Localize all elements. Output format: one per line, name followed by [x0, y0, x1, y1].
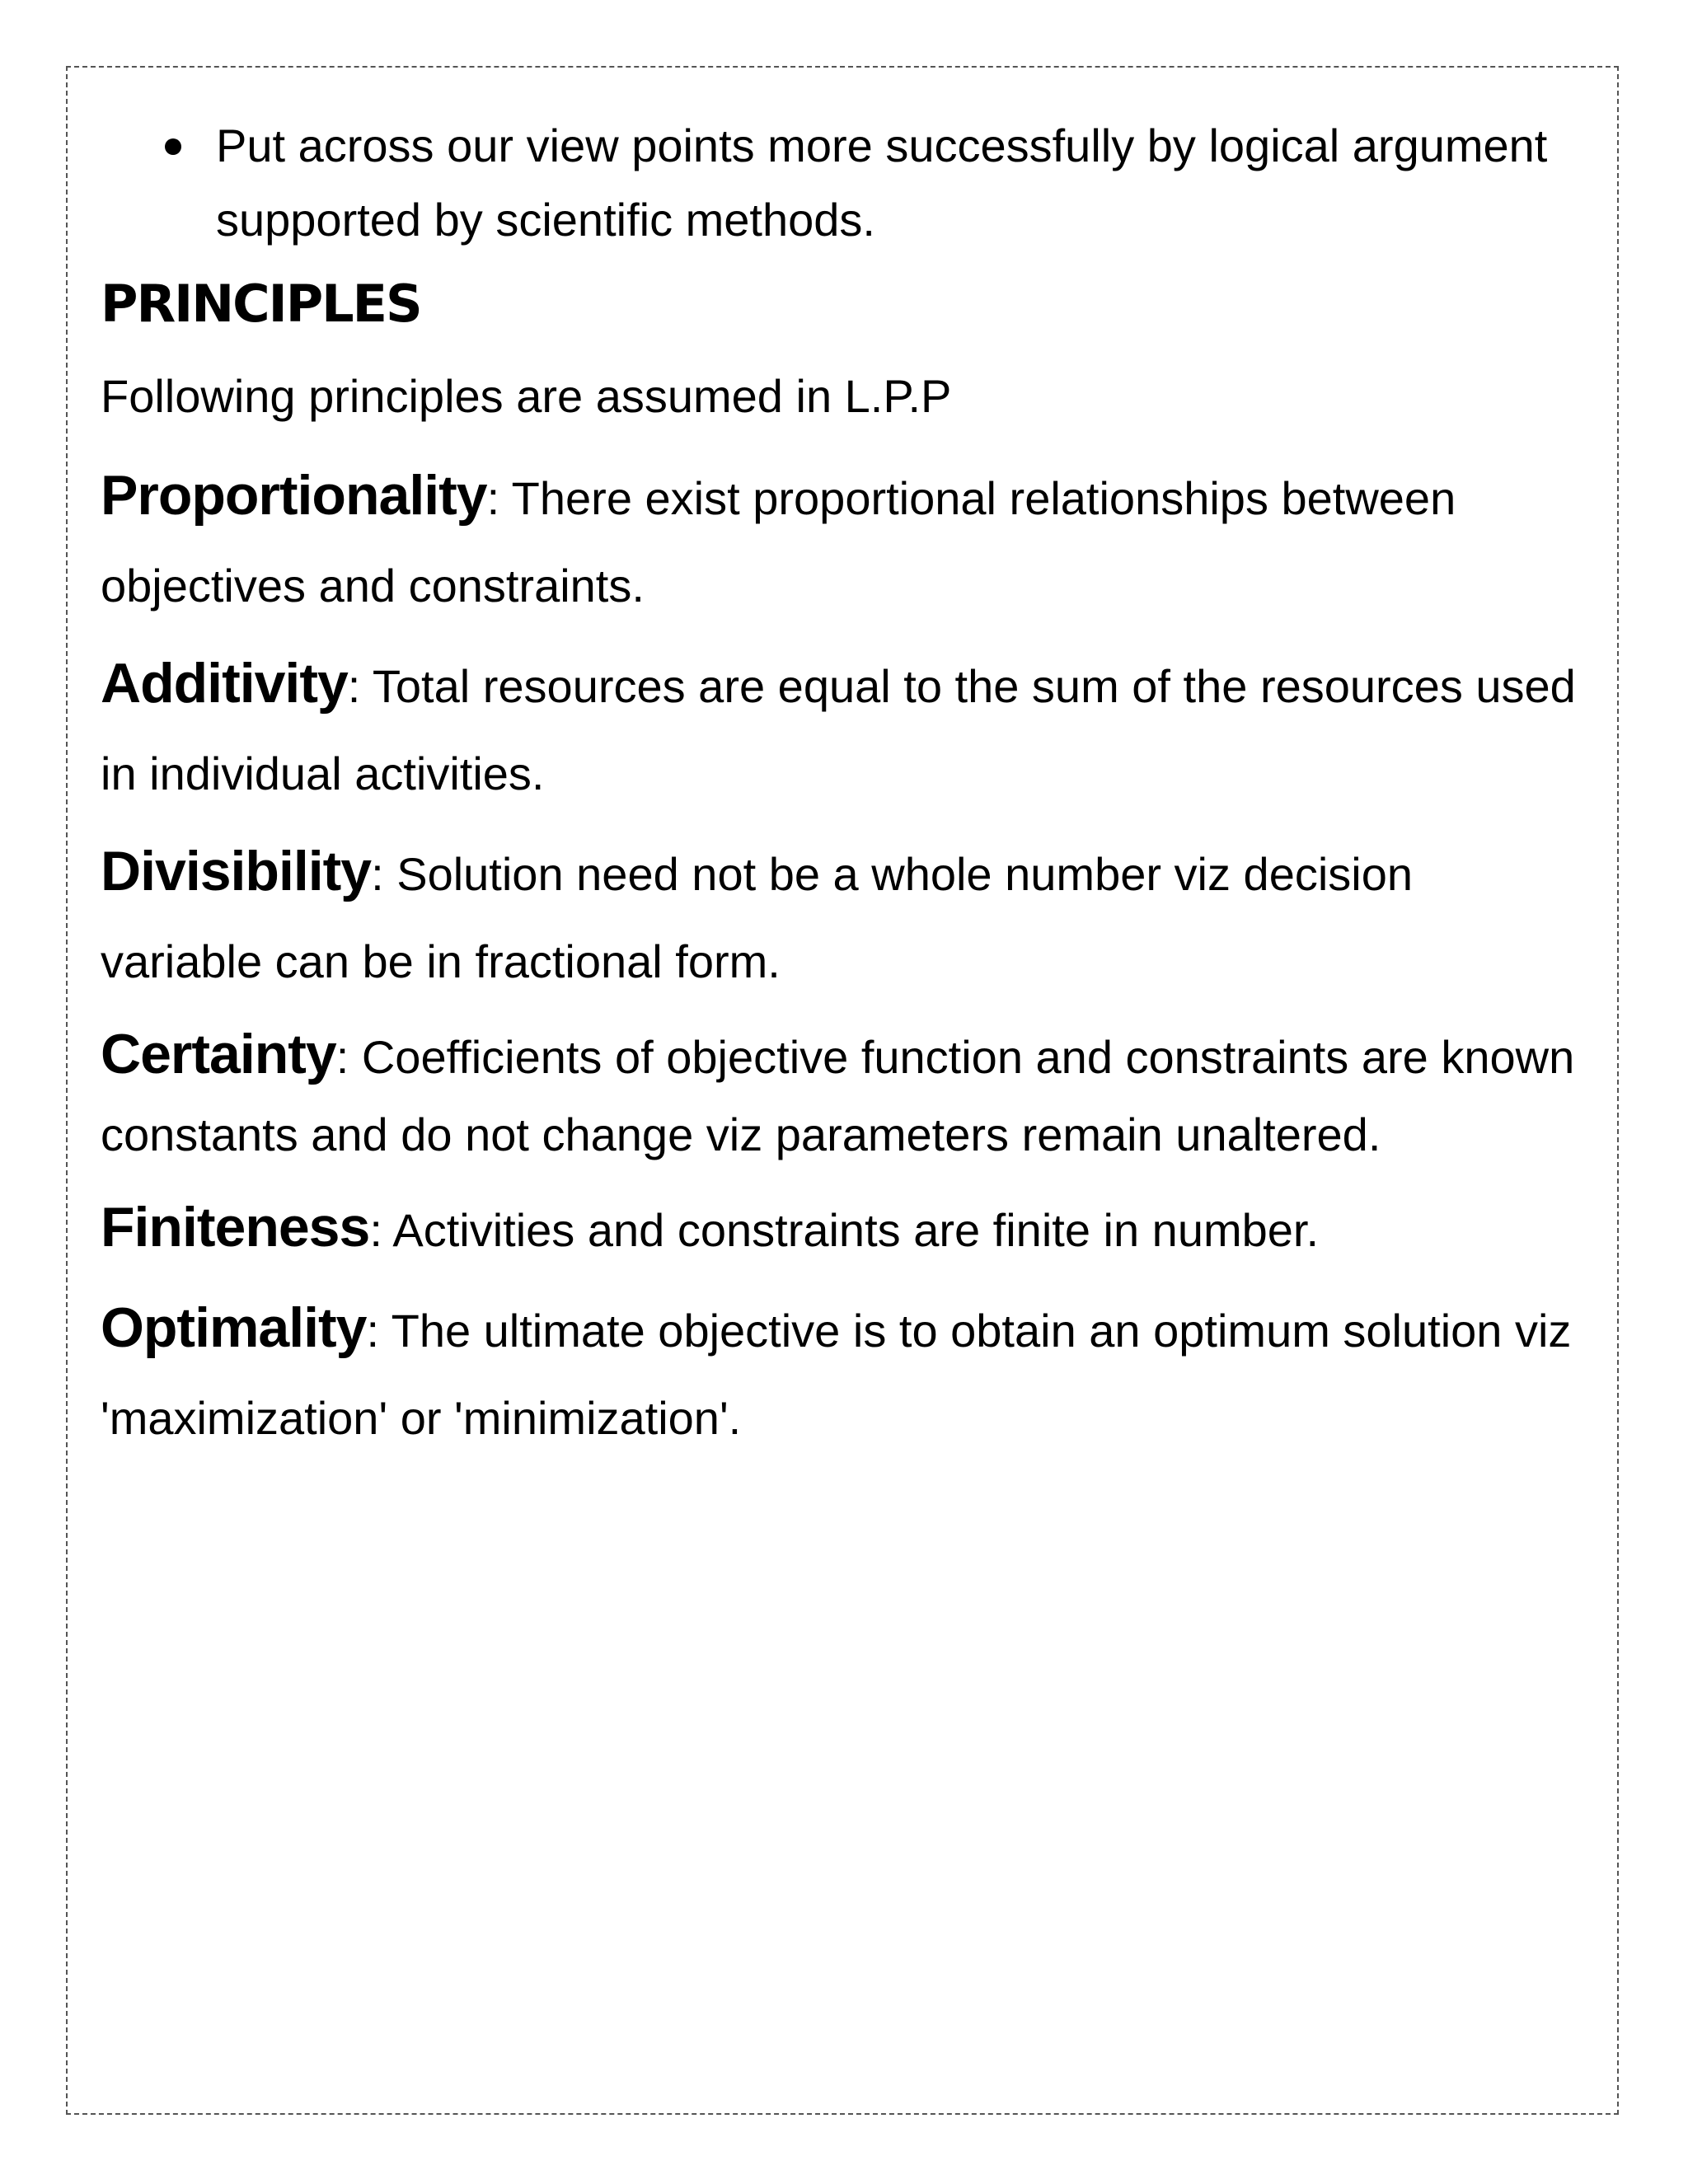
principle-description: : Coefficients of objective function and constraints are known constants and do not change viz parameters remain unaltered.: [101, 1031, 1575, 1160]
principle-term: Certainty: [101, 1023, 336, 1085]
principle-finiteness: [101, 1183, 1584, 1274]
intro-paragraph: Following principles are assumed in L.P.P: [101, 370, 952, 422]
page-content: [101, 109, 1584, 1472]
principle-description: : The ultimate objective is to obtain an optimum solution viz 'maximization' or 'minimization'.: [101, 1305, 1572, 1444]
bullet-icon: [165, 138, 181, 155]
section-heading: PRINCIPLES: [101, 274, 421, 334]
principle-certainty: [101, 1015, 1584, 1174]
principle-optimality: [101, 1284, 1584, 1462]
principle-description: : Total resources are equal to the sum of the resources used in individual activities.: [101, 660, 1576, 799]
principle-additivity: [101, 640, 1584, 818]
principle-description: : Activities and constraints are finite in number.: [369, 1204, 1320, 1256]
principle-term: Proportionality: [101, 464, 487, 527]
principle-term: Divisibility: [101, 840, 372, 902]
bullet-text: Put across our view points more successfully by logical argument supported by scientific methods.: [216, 120, 1548, 246]
principle-proportionality: [101, 452, 1584, 630]
principle-term: Optimality: [101, 1296, 367, 1359]
principle-description: : There exist proportional relationships between objectives and constraints.: [101, 472, 1456, 612]
page-border: [66, 66, 1619, 2115]
principle-divisibility: [101, 827, 1584, 1005]
bullet-list-item: [101, 109, 1584, 257]
principle-term: Finiteness: [101, 1196, 370, 1258]
principle-description: : Solution need not be a whole number viz decision variable can be in fractional form.: [101, 848, 1414, 987]
principle-term: Additivity: [101, 652, 348, 715]
